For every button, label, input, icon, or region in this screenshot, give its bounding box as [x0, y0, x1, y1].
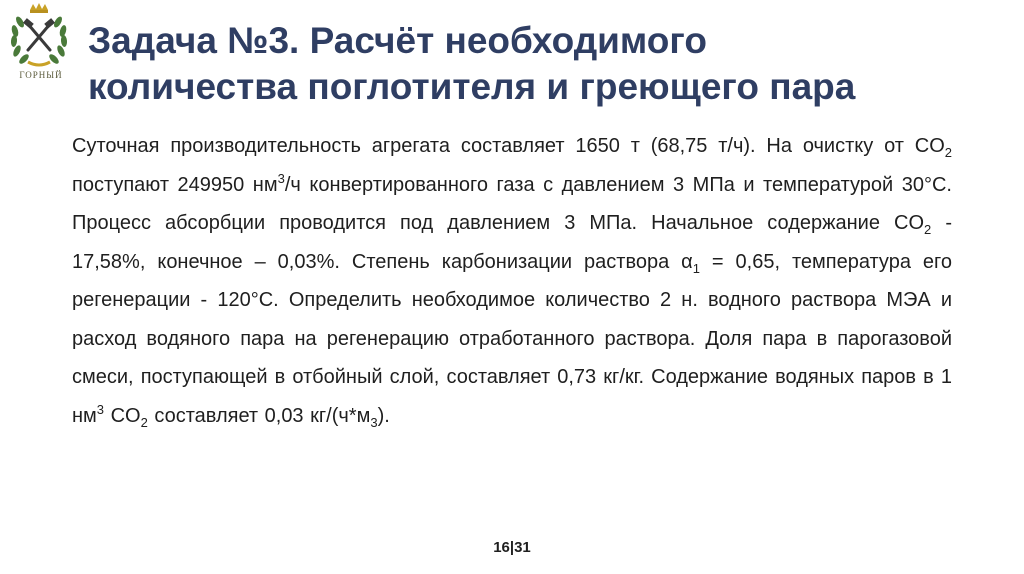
superscript: 3: [277, 170, 285, 186]
text-segment: поступают 249950 нм: [72, 173, 278, 196]
text-segment: = 0,65, температура его регенерации - 120°С. Определить необходимое количество 2 н. водного раствора МЭА и расход водяного пара на регенерацию отработанного раствора. Доля пара в парогазовой смеси, поступающей в отбойный слой, составляет 0,73 кг/кг. Содержание водяных паров в 1 нм: [72, 250, 953, 427]
title-line-2: количества поглотителя и греющего пара: [88, 66, 856, 107]
text-segment: ).: [377, 404, 390, 427]
subscript: 2: [924, 222, 932, 237]
text-segment: CO: [104, 404, 141, 427]
laurel-emblem-icon: [2, 0, 76, 74]
problem-statement: [72, 127, 952, 435]
university-logo: [2, 0, 76, 90]
text-segment: Суточная производительность агрегата составляет 1650 т (68,75 т/ч). На очистку от CO: [72, 135, 945, 157]
subscript: 3: [370, 414, 378, 430]
subscript: 2: [944, 145, 952, 160]
text-segment: составляет 0,03 кг/(ч*м: [147, 404, 371, 427]
title-line-1: Задача №3. Расчёт необходимого: [88, 20, 707, 61]
logo-caption: ГОРНЫЙ: [19, 70, 63, 80]
page-title: [88, 18, 1008, 110]
page-number: 16|31: [493, 539, 531, 556]
subscript: 2: [140, 414, 148, 430]
text-segment: /ч конвертированного газа с давлением 3 МПа и температурой 30°С. Процесс абсорбции проводится под давлением 3 МПа. Начальное содержание CO: [72, 173, 952, 234]
text-segment: - 17,58%, конечное – 0,03%. Степень карбонизации раствора α: [72, 212, 952, 273]
superscript: 3: [96, 401, 105, 417]
subscript: 1: [692, 260, 700, 276]
